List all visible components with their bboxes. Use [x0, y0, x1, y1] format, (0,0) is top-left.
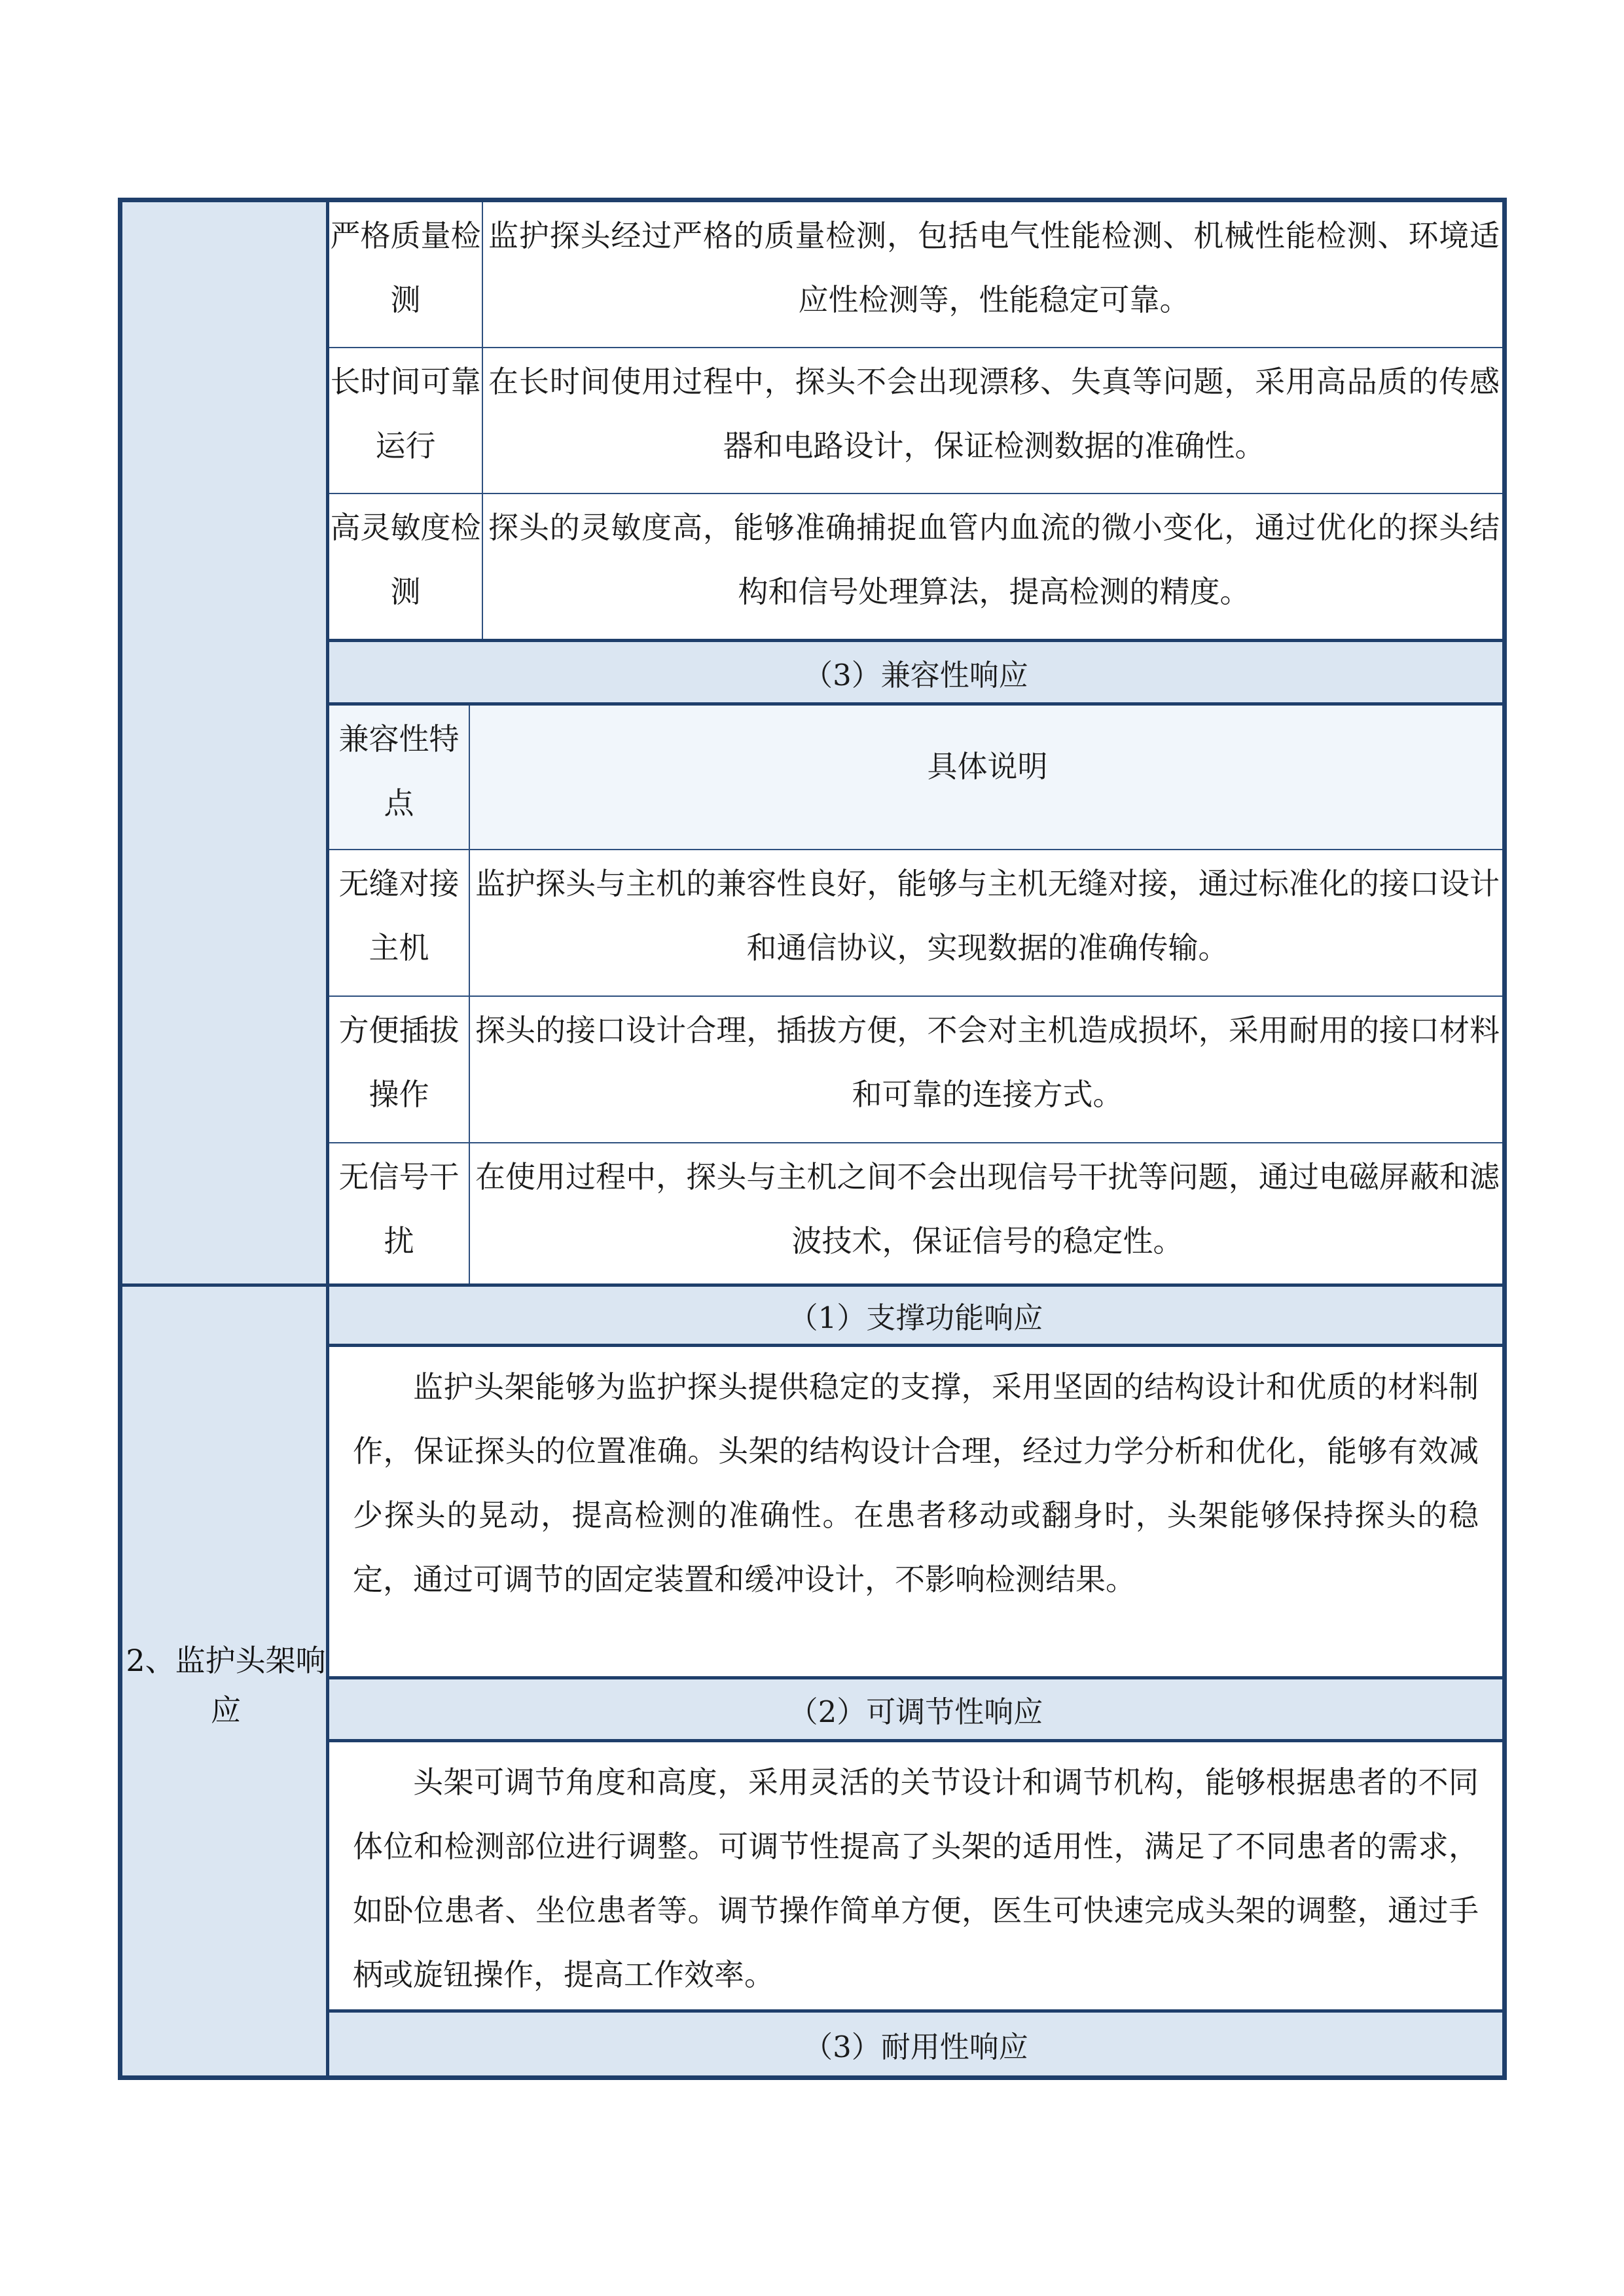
feature-description: 在使用过程中，探头与主机之间不会出现信号干扰等问题，通过电磁屏蔽和滤波技术，保证信号的稳定性。 [475, 1159, 1500, 1259]
feature-name: 长时间可靠运行 [329, 348, 483, 493]
support-paragraph: 监护头架能够为监护探头提供稳定的支撑，采用坚固的结构设计和优质的材料制作，保证探头的位置准确。头架的结构设计合理，经过力学分析和优化，能够有效减少探头的晃动，提高检测的准确性。在患者移动或翻身时，头架能够保持探头的稳定，通过可调节的固定装置和缓冲设计，不影响检测结果。 [329, 1347, 1502, 1679]
feature-description: 探头的灵敏度高，能够准确捕捉血管内血流的微小变化，通过优化的探头结构和信号处理算法，提高检测的精度。 [488, 510, 1500, 609]
table-row [329, 494, 1502, 642]
table-row [329, 348, 1502, 494]
section-header-support: （1）支撑功能响应 [329, 1287, 1502, 1347]
feature-name: 严格质量检测 [329, 202, 483, 347]
feature-description: 监护探头与主机的兼容性良好，能够与主机无缝对接，通过标准化的接口设计和通信协议，实现数据的准确传输。 [475, 866, 1500, 965]
section-header-adjustability: （2）可调节性响应 [329, 1679, 1502, 1742]
category-label: 2、监护头架响应 [126, 1643, 326, 1728]
feature-name: 无缝对接主机 [329, 850, 470, 996]
table-header-row [329, 706, 1502, 850]
section-header-compatibility: （3）兼容性响应 [329, 642, 1502, 706]
feature-description: 监护探头经过严格的质量检测，包括电气性能检测、机械性能检测、环境适应性检测等，性能稳定可靠。 [488, 218, 1500, 317]
table-row [329, 997, 1502, 1143]
feature-description: 在长时间使用过程中，探头不会出现漂移、失真等问题，采用高品质的传感器和电路设计，保证检测数据的准确性。 [488, 364, 1500, 463]
section-header-durability: （3）耐用性响应 [329, 2013, 1502, 2075]
feature-name: 高灵敏度检测 [329, 494, 483, 639]
feature-name: 无信号干扰 [329, 1143, 470, 1283]
table-row [329, 850, 1502, 997]
feature-description: 探头的接口设计合理，插拔方便，不会对主机造成损坏，采用耐用的接口材料和可靠的连接方式。 [475, 1013, 1500, 1112]
header-feature: 兼容性特点 [329, 706, 470, 849]
header-description: 具体说明 [927, 749, 1048, 784]
response-table [118, 198, 1507, 2080]
table-row [329, 1143, 1502, 1287]
adjustability-paragraph: 头架可调节角度和高度，采用灵活的关节设计和调节机构，能够根据患者的不同体位和检测部位进行调整。可调节性提高了头架的适用性，满足了不同患者的需求，如卧位患者、坐位患者等。调节操作简单方便，医生可快速完成头架的调整，通过手柄或旋钮操作，提高工作效率。 [329, 1742, 1502, 2013]
category-divider [122, 1283, 326, 1287]
table-row [329, 202, 1502, 348]
feature-name: 方便插拔操作 [329, 997, 470, 1142]
category-column [122, 202, 329, 2075]
